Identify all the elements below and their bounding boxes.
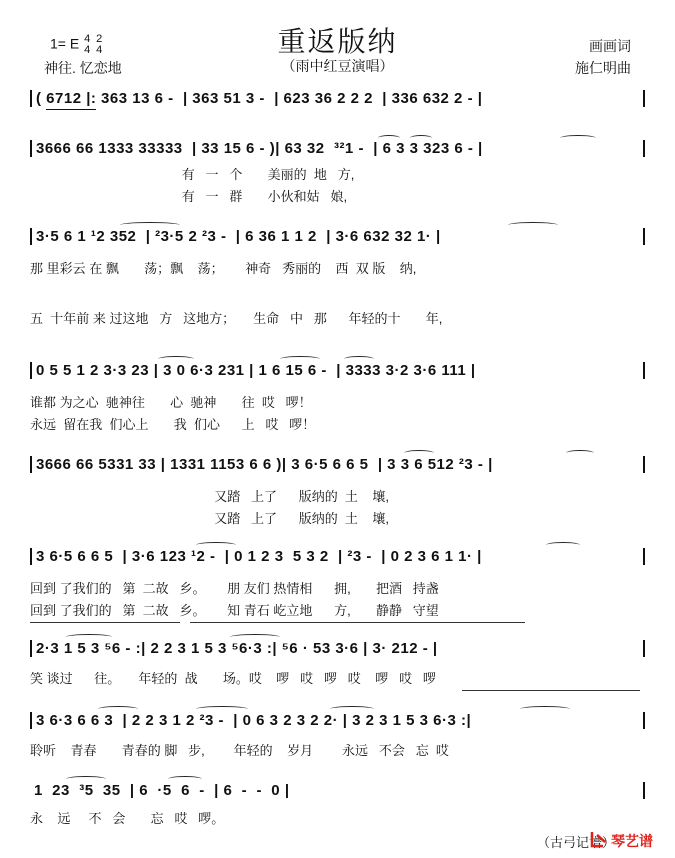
slur bbox=[410, 135, 432, 141]
lyrics-line-2a: 有 一 个 美丽的 地 方, bbox=[30, 167, 355, 182]
slur bbox=[120, 222, 180, 228]
transcriber-credit: （古弓记谱） bbox=[536, 835, 615, 850]
notation-line-1: ( 6712 |: 363 13 6 - | 363 51 3 - | 623 36 2 2 2 | 336 632 2 - | bbox=[30, 90, 645, 107]
lyrics-line-2b: 有 一 群 小伙和姑 娘, bbox=[30, 189, 348, 204]
slur bbox=[378, 135, 400, 141]
slur bbox=[98, 706, 138, 712]
slur bbox=[404, 450, 434, 456]
performer-subtitle: （雨中红豆演唱） bbox=[281, 58, 394, 74]
slur bbox=[66, 634, 112, 640]
notation-line-7: 2·3 1 5 3 ⁵6 - :| 2 2 3 1 5 3 ⁵6·3 :| ⁵6 · 53 3·6 | 3· 212 - | bbox=[30, 640, 645, 657]
lyrics-line-4b: 永远 留在我 们心上 我 们心 上 哎 啰！ bbox=[30, 417, 316, 432]
slur bbox=[508, 222, 558, 228]
slur bbox=[560, 135, 596, 141]
lyrics-line-6a: 回到 了我们的 第 二故 乡。 朋 友们 热情相 拥, 把酒 持盏 bbox=[30, 581, 439, 596]
lyrics-line-3a: 那 里彩云 在 飘 荡；飘 荡； 神奇 秀丽的 西 双 版 纳, bbox=[30, 261, 417, 276]
lyricist-credit: 画画词 bbox=[589, 38, 631, 54]
composer-credit: 施仁明曲 bbox=[575, 60, 631, 76]
key-label: 1= E bbox=[50, 35, 80, 52]
song-title: 重返版纳 bbox=[277, 25, 398, 58]
notation-line-4: 0 5 5 1 2 3·3 23 | 3 0 6·3 231 | 1 6 15 6 - | 3333 3·2 3·6 111 | bbox=[30, 362, 645, 379]
slur bbox=[66, 776, 106, 782]
lyrics-line-3b: 五 十年前 来 过这地 方 这地方； 生命 中 那 年轻的十 年, bbox=[30, 311, 443, 326]
volta-third bbox=[462, 690, 640, 691]
notation-line-6: 3 6·5 6 6 5 | 3·6 123 ¹2 - | 0 1 2 3 5 3 2 | ²3 - | 0 2 3 6 1 1· | bbox=[30, 548, 645, 565]
slur bbox=[280, 356, 320, 362]
slur bbox=[196, 542, 236, 548]
logo-text: 琴艺谱 bbox=[611, 833, 653, 849]
slur bbox=[230, 634, 280, 640]
volta-first bbox=[30, 622, 180, 623]
lyrics-line-7: 笑 谈过 往。 年轻的 战 场。哎 啰 哎 啰 哎 啰 哎 啰 bbox=[30, 671, 436, 686]
slur bbox=[168, 776, 202, 782]
beam bbox=[46, 109, 96, 110]
expression-mark: 神往. 忆恋地 bbox=[44, 60, 122, 76]
key-signature bbox=[50, 34, 103, 56]
slur bbox=[330, 706, 374, 712]
site-logo bbox=[589, 829, 667, 851]
notation-line-8: 3 6·3 6 6 3 | 2 2 3 1 2 ²3 - | 0 6 3 2 3 2 2· | 3 2 3 1 5 3 6·3 :| bbox=[30, 712, 645, 729]
lyrics-line-9: 永 远 不 会 忘 哎 啰。 bbox=[30, 811, 225, 826]
notation-line-5: 3666 66 5331 33 | 1331 1153 6 6 )| 3 6·5 6 6 5 | 3 3 6 512 ²3 - | bbox=[30, 456, 645, 473]
slur bbox=[566, 450, 594, 456]
slur bbox=[546, 542, 580, 548]
notation-line-9: 1 23 ³5 35 | 6 ·5 6 - | 6 - - 0 | bbox=[30, 782, 645, 799]
slur bbox=[196, 706, 248, 712]
lyrics-line-6b: 回到 了我们的 第 二故 乡。 知 青石 屹立地 方, 静静 守望 bbox=[30, 603, 439, 618]
slur bbox=[344, 356, 374, 362]
lyrics-line-5a: 又踏 上了 版纳的 土 壤, bbox=[30, 489, 389, 504]
lyrics-line-8: 聆听 青春 青春的 脚 步, 年轻的 岁月 永远 不会 忘 哎 bbox=[30, 743, 449, 758]
volta-second bbox=[190, 622, 525, 623]
lyrics-line-5b: 又踏 上了 版纳的 土 壤, bbox=[30, 511, 389, 526]
slur bbox=[158, 356, 194, 362]
logo-icon bbox=[589, 829, 609, 849]
meter-four-four: 4 4 bbox=[84, 33, 91, 56]
meter-two-four: 2 4 bbox=[96, 33, 103, 56]
notation-line-2: 3666 66 1333 33333 | 33 15 6 - )| 63 32 ³²1 - | 6 3 3 323 6 - | bbox=[30, 140, 645, 157]
notation-line-3: 3·5 6 1 ¹2 352 | ²3·5 2 ²3 - | 6 36 1 1 2 | 3·6 632 32 1· | bbox=[30, 228, 645, 245]
lyrics-line-4a: 谁都 为之心 驰神往 心 驰神 往 哎 啰！ bbox=[30, 395, 312, 410]
slur bbox=[520, 706, 570, 712]
